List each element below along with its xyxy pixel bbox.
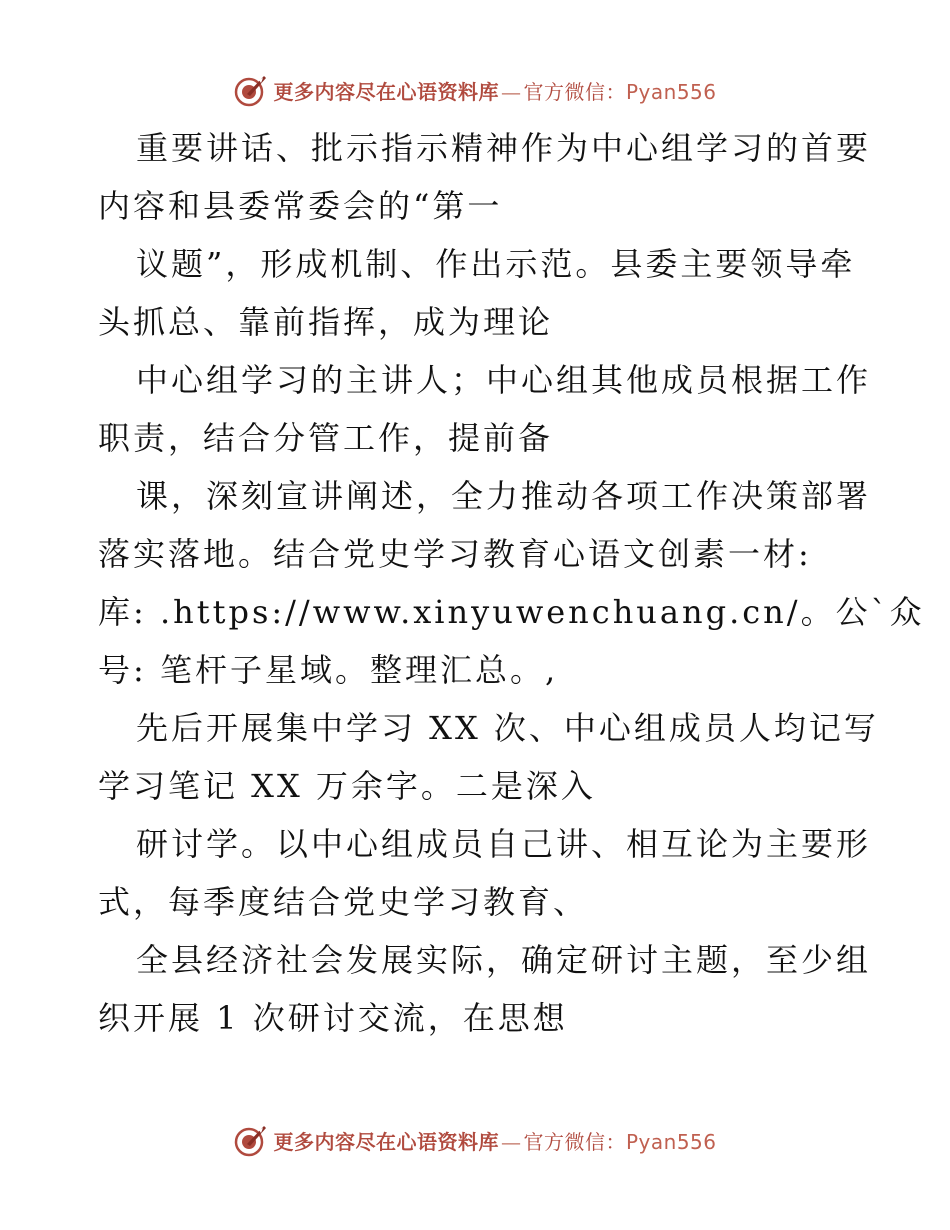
text-line: 中心组学习的主讲人；中心组其他成员根据工作: [136, 361, 872, 399]
text-line: 式，每季度结合党史学习教育、: [98, 883, 589, 921]
watermark-text: [273, 1126, 716, 1155]
text-line: 号: 笔杆子星域。整理汇总。,: [98, 651, 559, 689]
quill-logo-icon: [233, 72, 269, 108]
text-line: 内容和县委常委会的“第一: [98, 187, 503, 225]
watermark-brand: 更多内容尽在心语资料库: [273, 79, 499, 104]
quill-logo-icon: [233, 1122, 269, 1158]
text-line: 议题”，形成机制、作出示范。县委主要领导牵: [136, 245, 856, 283]
watermark-brand: 更多内容尽在心语资料库: [273, 1129, 499, 1154]
header-watermark: [0, 70, 950, 110]
text-line: 课，深刻宣讲阐述，全力推动各项工作决策部署: [136, 477, 872, 515]
text-line: 头抓总、靠前指挥，成为理论: [98, 303, 554, 341]
watermark-text: [273, 76, 716, 105]
watermark-separator: —: [500, 1129, 522, 1154]
watermark-wechat-id: Pyan556: [625, 1129, 717, 1154]
text-line: 研讨学。以中心组成员自己讲、相互论为主要形: [136, 825, 872, 863]
text-line: 全县经济社会发展实际，确定研讨主题，至少组: [136, 941, 872, 979]
text-line: 落实落地。结合党史学习教育心语文创素一材:: [98, 535, 812, 573]
watermark-contact: 官方微信：: [523, 1129, 626, 1154]
text-line: 学习笔记 XX 万余字。二是深入: [98, 767, 596, 805]
watermark-contact: 官方微信：: [523, 79, 626, 104]
text-line: 职责，结合分管工作，提前备: [98, 419, 554, 457]
text-line: 库: .https://www.xinyuwenchuang.cn/。公`众: [98, 593, 925, 631]
text-line: 先后开展集中学习 XX 次、中心组成员人均记写: [136, 709, 879, 747]
watermark-separator: —: [500, 79, 522, 104]
footer-watermark: [0, 1120, 950, 1160]
watermark-wechat-id: Pyan556: [625, 79, 717, 104]
text-line: 重要讲话、批示指示精神作为中心组学习的首要: [136, 129, 872, 167]
document-body: [98, 119, 925, 1047]
text-line: 织开展 1 次研讨交流，在思想: [98, 999, 568, 1037]
